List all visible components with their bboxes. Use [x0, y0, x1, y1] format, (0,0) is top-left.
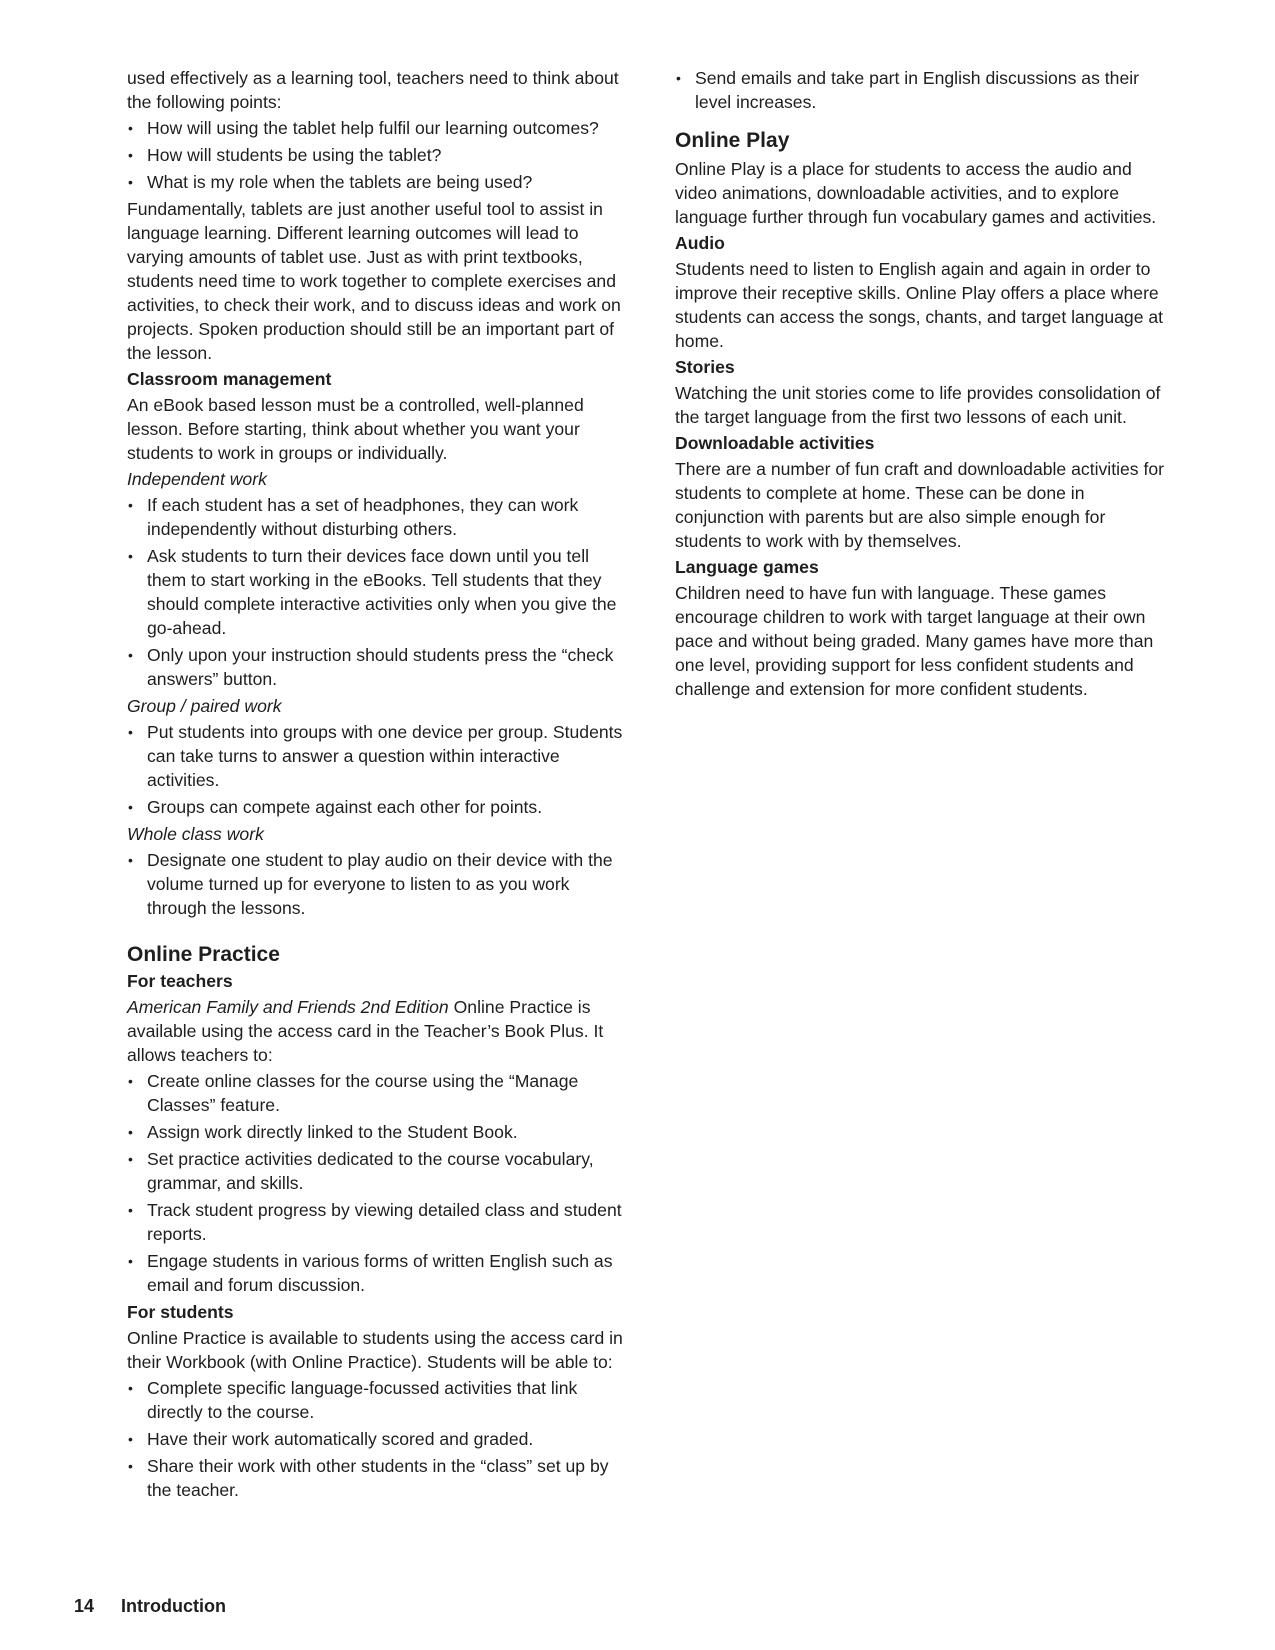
list-item: • Assign work directly linked to the Student Book. [127, 1120, 632, 1144]
downloadable-activities-paragraph: There are a number of fun craft and downloadable activities for students to complete at home. These can be done in conjunction with parents but are also simple enough for students to work with by themselves. [675, 459, 1164, 551]
list-item: • How will students be using the tablet? [127, 143, 632, 167]
intro-paragraph: used effectively as a learning tool, teachers need to think about the following points: [127, 68, 619, 112]
language-games-heading: Language games [675, 557, 819, 577]
section-name: Introduction [121, 1596, 227, 1616]
list-item: • Groups can compete against each other for points. [127, 795, 632, 819]
page-number: 14 [74, 1596, 95, 1616]
course-title: American Family and Friends 2nd Edition [127, 997, 449, 1017]
left-column [127, 66, 632, 1505]
list-item: • Have their work automatically scored and graded. [127, 1427, 632, 1451]
list-item: • Track student progress by viewing detailed class and student reports. [127, 1198, 632, 1246]
list-item: • If each student has a set of headphones, they can work independently without disturbing others. [127, 493, 632, 541]
teachers-list [127, 1069, 632, 1297]
top-bullet-list [675, 66, 1175, 114]
online-play-paragraph: Online Play is a place for students to access the audio and video animations, downloadable activities, and to explore language further through fun vocabulary games and activities. [675, 159, 1157, 227]
independent-work-list [127, 493, 632, 691]
list-item: • Set practice activities dedicated to the course vocabulary, grammar, and skills. [127, 1147, 632, 1195]
page-footer [74, 1596, 226, 1617]
group-work-list [127, 720, 632, 819]
students-list [127, 1376, 632, 1502]
section-spacer [127, 923, 632, 941]
list-item: • Complete specific language-focussed activities that link directly to the course. [127, 1376, 632, 1424]
audio-paragraph: Students need to listen to English again and again in order to improve their receptive skills. Online Play offers a place where students can access the songs, chants, and target language at home. [675, 259, 1164, 351]
audio-heading: Audio [675, 233, 725, 253]
teachers-paragraph [127, 995, 632, 1067]
for-students-heading: For students [127, 1302, 234, 1322]
list-item: • How will using the tablet help fulfil our learning outcomes? [127, 116, 632, 140]
list-item: • Create online classes for the course using the “Manage Classes” feature. [127, 1069, 632, 1117]
independent-work-heading: Independent work [127, 469, 267, 489]
list-item: • What is my role when the tablets are being used? [127, 170, 632, 194]
list-item: • Share their work with other students in the “class” set up by the teacher. [127, 1454, 632, 1502]
list-item: • Ask students to turn their devices face down until you tell them to start working in the eBooks. Tell students that they should complete interactive activities only when you give the go-ahead. [127, 544, 632, 640]
downloadable-activities-heading: Downloadable activities [675, 433, 875, 453]
group-work-heading: Group / paired work [127, 696, 282, 716]
list-item: • Put students into groups with one device per group. Students can take turns to answer a question within interactive activities. [127, 720, 632, 792]
classroom-management-heading: Classroom management [127, 369, 332, 389]
online-practice-heading: Online Practice [127, 943, 280, 966]
stories-heading: Stories [675, 357, 735, 377]
intro-bullet-list [127, 116, 632, 194]
list-item: • Only upon your instruction should students press the “check answers” button. [127, 643, 632, 691]
students-paragraph: Online Practice is available to students using the access card in their Workbook (with Online Practice). Students will be able to: [127, 1328, 623, 1372]
teachers-paragraph-text: Online Practice is available using the access card in the Teacher’s Book Plus. It allows teachers to: [127, 997, 604, 1065]
list-item: • Designate one student to play audio on their device with the volume turned up for everyone to listen to as you work through the lessons. [127, 848, 632, 920]
list-item: • Send emails and take part in English discussions as their level increases. [675, 66, 1175, 114]
fundamentally-paragraph: Fundamentally, tablets are just another useful tool to assist in language learning. Different learning outcomes will lead to varying amounts of tablet use. Just as with print textbooks, students need time to work together to complete exercises and activities, to check their work, and to discuss ideas and work on projects. Spoken production should still be an important part of the lesson. [127, 199, 621, 363]
for-teachers-heading: For teachers [127, 971, 233, 991]
right-column [675, 66, 1175, 703]
stories-paragraph: Watching the unit stories come to life provides consolidation of the target language from the first two lessons of each unit. [675, 383, 1161, 427]
whole-class-heading: Whole class work [127, 824, 264, 844]
online-play-heading: Online Play [675, 129, 790, 152]
whole-class-list [127, 848, 632, 920]
classroom-management-paragraph: An eBook based lesson must be a controlled, well-planned lesson. Before starting, think about whether you want your students to work in groups or individually. [127, 395, 584, 463]
list-item: • Engage students in various forms of written English such as email and forum discussion. [127, 1249, 632, 1297]
language-games-paragraph: Children need to have fun with language. These games encourage children to work with target language at their own pace and without being graded. Many games have more than one level, providing support for less confident students and challenge and extension for more confident students. [675, 583, 1154, 699]
section-spacer [675, 117, 1175, 127]
